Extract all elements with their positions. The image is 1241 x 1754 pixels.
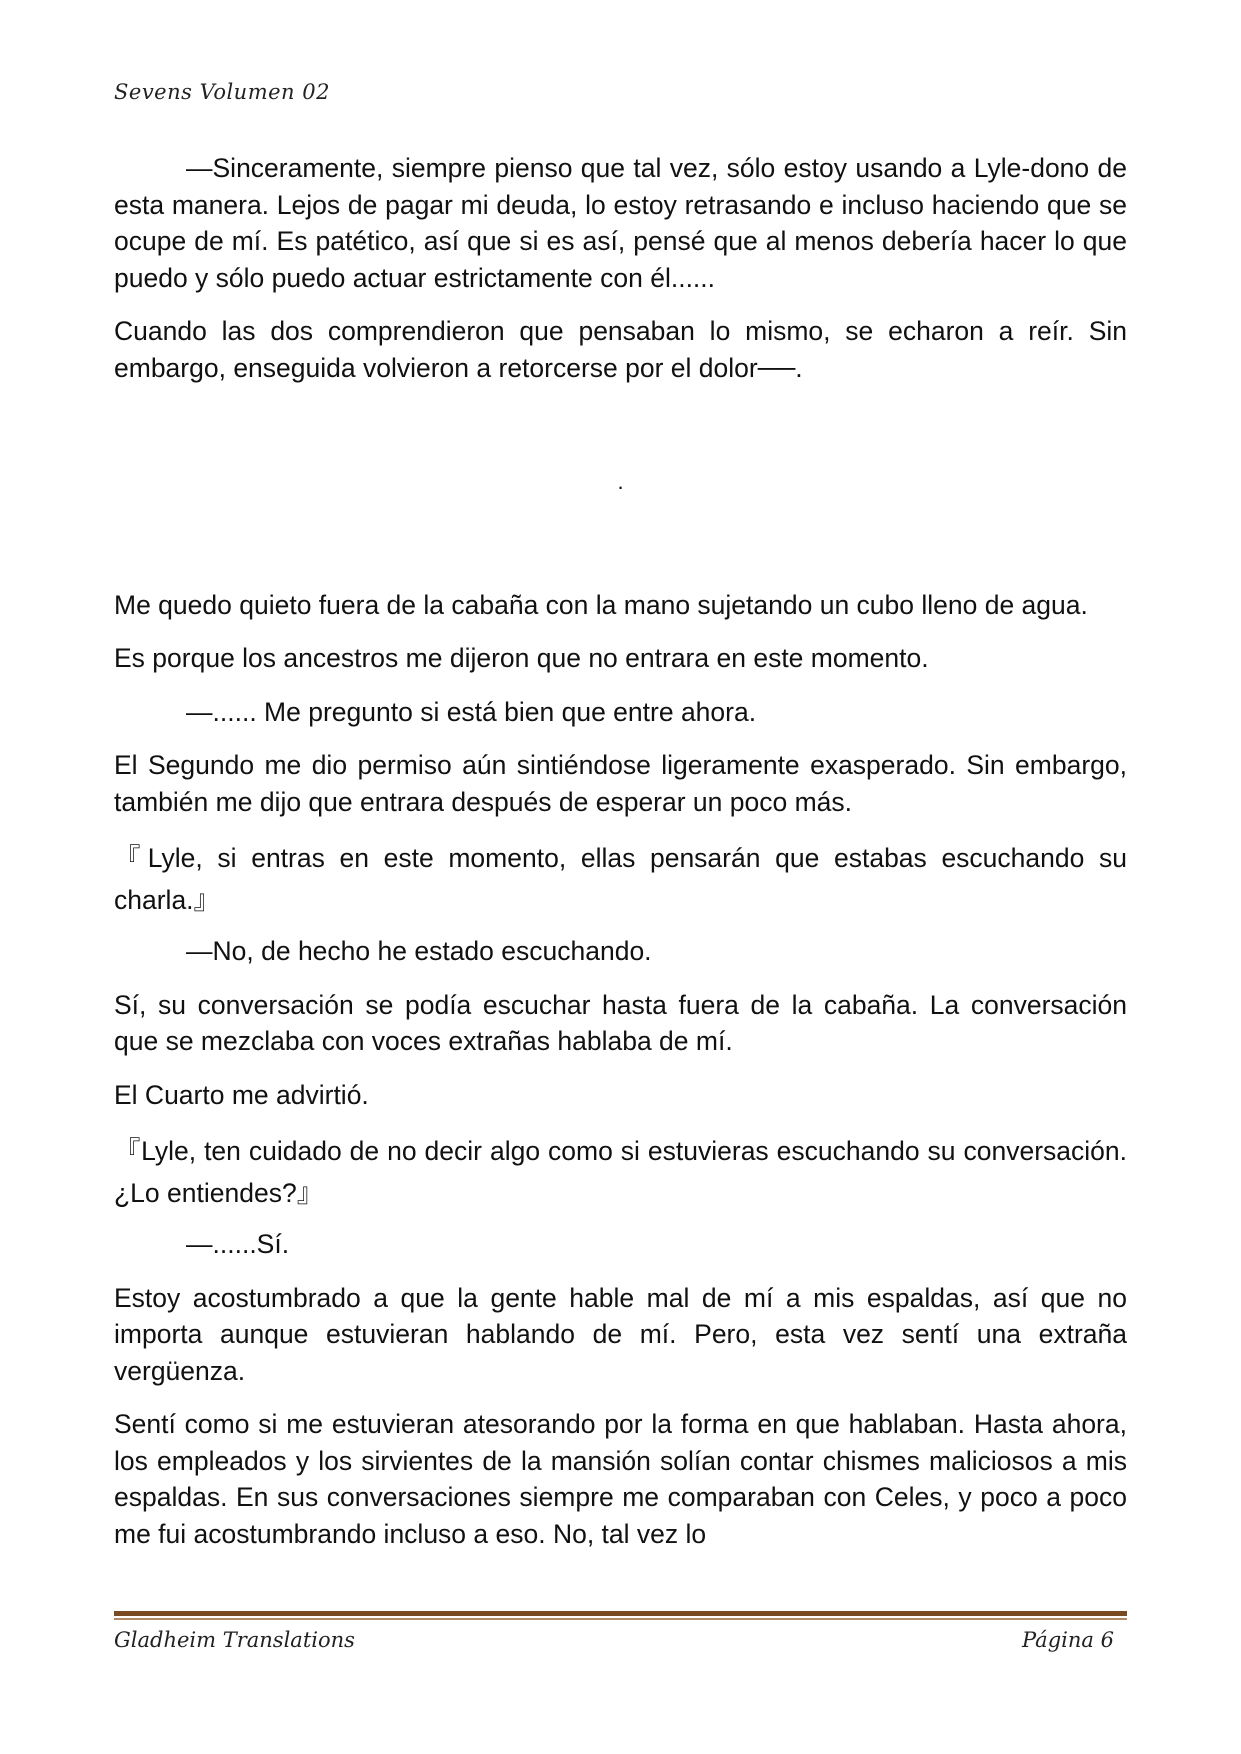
footer-divider-thick: [114, 1611, 1127, 1616]
footer-divider-thin: [114, 1618, 1127, 1620]
body-text: [114, 150, 1127, 1569]
running-header: Sevens Volumen 02: [114, 80, 330, 104]
paragraph-dialog: —...... Me pregunto si está bien que entre ahora.: [186, 696, 757, 727]
footer-publisher: Gladheim Translations: [114, 1628, 355, 1652]
paragraph-ancestor-voice: 『Lyle, ten cuidado de no decir algo como si estuvieras escuchando su conversación. ¿Lo entiendes?』: [114, 1136, 1127, 1208]
paragraph: Me quedo quieto fuera de la cabaña con la mano sujetando un cubo lleno de agua.: [114, 589, 1088, 620]
paragraph: Sentí como si me estuvieran atesorando por la forma en que hablaban. Hasta ahora, los empleados y los sirvientes de la mansión solían contar chismes maliciosos a mis espaldas. En sus conversaciones siempre me comparaban con Celes, y poco a poco me fui acostumbrando incluso a eso. No, tal vez lo: [114, 1409, 1127, 1549]
footer-divider: [114, 1611, 1127, 1620]
paragraph: Sí, su conversación se podía escuchar hasta fuera de la cabaña. La conversación que se mezclaba con voces extrañas hablaba de mí.: [114, 989, 1127, 1056]
paragraph: Cuando las dos comprendieron que pensaban lo mismo, se echaron a reír. Sin embargo, enseguida volvieron a retorcerse por el dolor──.: [114, 316, 1127, 383]
paragraph: Es porque los ancestros me dijeron que no entrara en este momento.: [114, 643, 929, 673]
paragraph-dialog: —No, de hecho he estado escuchando.: [186, 936, 652, 966]
paragraph: El Segundo me dio permiso aún sintiéndose ligeramente exasperado. Sin embargo, también me dijo que entrara después de esperar un poco más.: [114, 750, 1127, 817]
paragraph: El Cuarto me advirtió.: [114, 1079, 369, 1110]
paragraph-dialog: —......Sí.: [186, 1229, 290, 1259]
scene-separator: .: [617, 469, 624, 494]
paragraph: Estoy acostumbrado a que la gente hable mal de mí a mis espaldas, así que no importa aunque estuvieran hablando de mí. Pero, esta vez sentí una extraña vergüenza.: [114, 1282, 1127, 1386]
paragraph-dialog: —Sinceramente, siempre pienso que tal vez, sólo estoy usando a Lyle-dono de esta manera. Lejos de pagar mi deuda, lo estoy retrasando e incluso haciendo que se ocupe de mí. Es patético, así que si es así, pensé que al menos debería hacer lo que puedo y sólo puedo actuar estrictamente con él......: [114, 153, 1127, 293]
paragraph-ancestor-voice: 『Lyle, si entras en este momento, ellas pensarán que estabas escuchando su charla.』: [114, 843, 1127, 915]
page-number: Página 6: [1022, 1628, 1114, 1652]
